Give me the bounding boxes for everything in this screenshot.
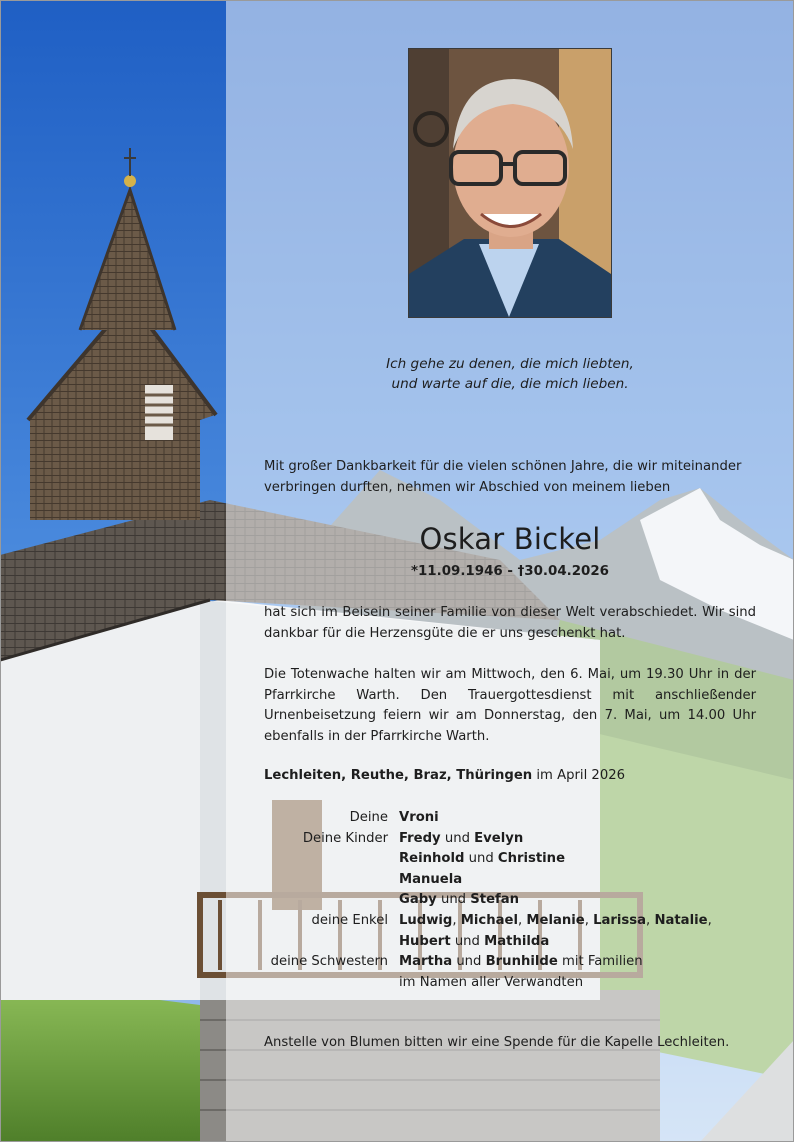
child-name: Reinhold [399,851,465,867]
sisters-suffix: mit Familien [561,954,643,970]
grandchild-name: Natalie [654,912,708,928]
grandchild-name: Ludwig [399,912,453,928]
grandchildren-row-1: Ludwig, Michael, Melanie, Larissa, Natalie, [399,912,712,928]
partner-name: Evelyn [474,830,524,846]
quote-line-2: und warte auf die, die mich lieben. [391,376,629,392]
place-date [264,766,756,787]
wife-name: Vroni [399,810,439,825]
donation-note: Anstelle von Blumen bitten wir eine Spende für die Kapelle Lechleiten. [264,1035,730,1050]
connector-word: und [454,933,480,949]
closing-line: im Namen aller Verwandten [399,974,584,990]
intro-line-1: Mit großer Dankbarkeit für die vielen schönen Jahre, die wir miteinander [264,459,742,474]
child-name: Gaby [399,892,437,908]
child-row-1 [399,829,759,850]
child-row-3 [399,870,759,891]
partner-name: Christine [497,851,566,867]
label-grandchildren: deine Enkel [311,913,388,928]
child-name: Fredy [399,830,441,846]
child-name: Manuela [399,871,463,887]
grandchild-name: Michael [460,912,518,928]
partner-name: Stefan [470,892,520,908]
grandchild-name: Larissa [593,912,647,928]
grandchildren-row-2 [399,932,759,953]
connector-word: und [468,851,494,867]
intro-line-2: verbringen durften, nehmen wir Abschied von meinem lieben [264,479,671,495]
place-names: Lechleiten, Reuthe, Braz, Thüringen [264,768,533,783]
label-children: Deine Kinder [302,830,388,846]
connector-word: und [456,954,482,970]
memorial-quote [320,354,700,394]
sister-name: Martha [399,954,453,970]
life-dates: *11.09.1946 - †30.04.2026 [410,564,609,579]
quote-line-1: Ich gehe zu denen, die mich liebten, [386,356,634,372]
sister-name: Brunhilde [485,954,558,970]
child-row-2 [399,849,759,870]
child-row-4 [399,890,759,911]
ceremony-text: Die Totenwache halten wir am Mittwoch, den 6. Mai, um 19.30 Uhr in der Pfarrkirche Warth. Den Trauergottesdienst mit anschließender Urnenbeisetzung feiern wir am Donnerstag, den 7. Mai, um 14.00 Uhr ebenfalls in der Pfarrkirche Warth. [264,667,756,744]
intro-text [264,457,756,498]
connector-word: und [444,830,470,846]
date-text: im April 2026 [536,768,625,783]
portrait-photo [408,48,612,318]
grandchild-name: Melanie [526,912,585,928]
grandchild-name: Mathilda [484,933,550,949]
label-wife: Deine [349,810,388,825]
relatives-names [399,808,759,993]
grandchild-name: Hubert [399,933,451,949]
deceased-name: Oskar Bickel [419,522,601,556]
sisters-row [399,952,759,973]
connector-word: und [440,892,467,908]
passing-text: hat sich im Beisein seiner Familie von dieser Welt verabschiedet. Wir sind dankbar für die Herzensgüte die er uns geschenkt hat. [264,605,756,641]
label-sisters: deine Schwestern [270,954,388,970]
wife-name-row [399,808,759,829]
